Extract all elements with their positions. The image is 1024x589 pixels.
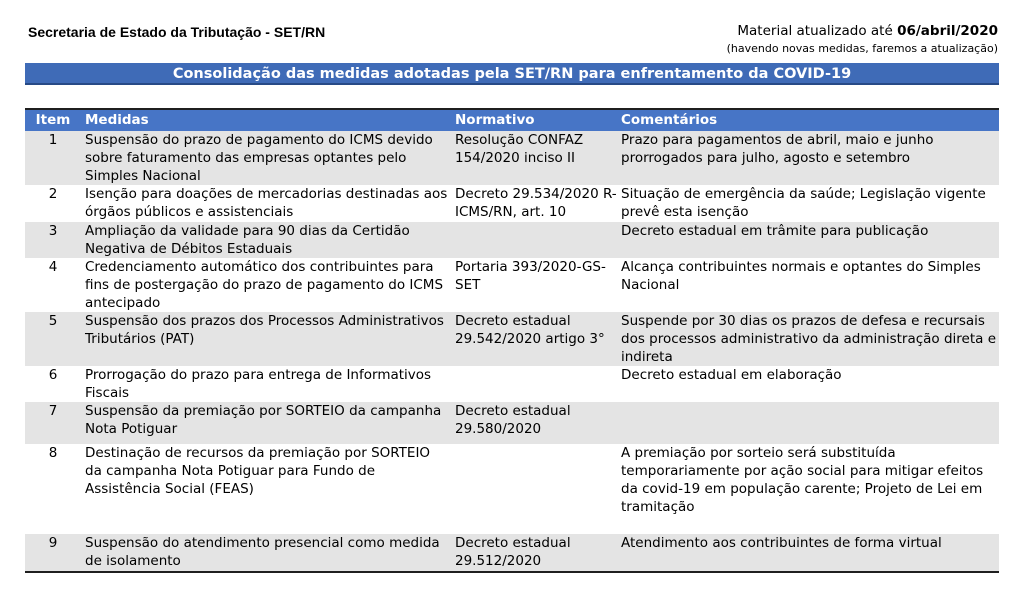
banner-title: Consolidação das medidas adotadas pela SET/RN para enfrentamento da COVID-19 [25, 63, 999, 85]
update-note: (havendo novas medidas, faremos a atualização) [726, 42, 998, 55]
measure-cell: Ampliação da validade para 90 dias da Certidão Negativa de Débitos Estaduais [81, 222, 451, 258]
measure-cell: Destinação de recursos da premiação por SORTEIO da campanha Nota Potiguar para Fundo de Assistência Social (FEAS) [81, 444, 451, 534]
normative-cell: Decreto estadual 29.512/2020 [451, 534, 617, 572]
table-row [25, 312, 999, 366]
column-header-normativo: Normativo [451, 110, 617, 131]
table-row [25, 222, 999, 258]
organization-title: Secretaria de Estado da Tributação - SET/RN [28, 24, 326, 40]
table-header-row [25, 110, 999, 131]
normative-cell: Portaria 393/2020-GS-SET [451, 258, 617, 312]
comment-cell: A premiação por sorteio será substituída temporariamente por ação social para mitigar efeitos da covid-19 em população carente; Projeto de Lei em tramitação [617, 444, 999, 534]
normative-cell: Decreto 29.534/2020 R-ICMS/RN, art. 10 [451, 185, 617, 222]
measure-cell: Isenção para doações de mercadorias destinadas aos órgãos públicos e assistenciais [81, 185, 451, 222]
measure-cell: Suspensão do atendimento presencial como medida de isolamento [81, 534, 451, 572]
normative-cell: Decreto estadual 29.580/2020 [451, 402, 617, 444]
comment-cell: Situação de emergência da saúde; Legislação vigente prevê esta isenção [617, 185, 999, 222]
item-number: 5 [25, 312, 81, 366]
table-row [25, 534, 999, 572]
item-number: 6 [25, 366, 81, 402]
comment-cell: Decreto estadual em trâmite para publicação [617, 222, 999, 258]
table-row [25, 366, 999, 402]
table-row [25, 444, 999, 534]
item-number: 4 [25, 258, 81, 312]
measures-table [25, 110, 999, 573]
update-prefix: Material atualizado até [737, 23, 893, 39]
normative-cell: Resolução CONFAZ 154/2020 inciso II [451, 131, 617, 185]
column-header-comentarios: Comentários [617, 110, 999, 131]
normative-cell [451, 444, 617, 534]
normative-cell: Decreto estadual 29.542/2020 artigo 3° [451, 312, 617, 366]
measure-cell: Suspensão do prazo de pagamento do ICMS devido sobre faturamento das empresas optantes pelo Simples Nacional [81, 131, 451, 185]
column-header-item: Item [25, 110, 81, 131]
measure-cell: Prorrogação do prazo para entrega de Informativos Fiscais [81, 366, 451, 402]
comment-cell: Alcança contribuintes normais e optantes do Simples Nacional [617, 258, 999, 312]
table-row [25, 131, 999, 185]
normative-cell [451, 222, 617, 258]
item-number: 8 [25, 444, 81, 534]
comment-cell: Prazo para pagamentos de abril, maio e junho prorrogados para julho, agosto e setembro [617, 131, 999, 185]
measure-cell: Suspensão da premiação por SORTEIO da campanha Nota Potiguar [81, 402, 451, 444]
item-number: 9 [25, 534, 81, 572]
item-number: 3 [25, 222, 81, 258]
comment-cell: Decreto estadual em elaboração [617, 366, 999, 402]
measure-cell: Suspensão dos prazos dos Processos Administrativos Tributários (PAT) [81, 312, 451, 366]
comment-cell: Atendimento aos contribuintes de forma virtual [617, 534, 999, 572]
update-date: 06/abril/2020 [897, 23, 998, 39]
item-number: 1 [25, 131, 81, 185]
item-number: 7 [25, 402, 81, 444]
table-row [25, 402, 999, 444]
comment-cell: Suspende por 30 dias os prazos de defesa e recursais dos processos administrativo da administração direta e indireta [617, 312, 999, 366]
table-row [25, 185, 999, 222]
comment-cell [617, 402, 999, 444]
table-row [25, 258, 999, 312]
measure-cell: Credenciamento automático dos contribuintes para fins de postergação do prazo de pagamento do ICMS antecipado [81, 258, 451, 312]
column-header-medidas: Medidas [81, 110, 451, 131]
item-number: 2 [25, 185, 81, 222]
normative-cell [451, 366, 617, 402]
update-info [737, 23, 998, 39]
